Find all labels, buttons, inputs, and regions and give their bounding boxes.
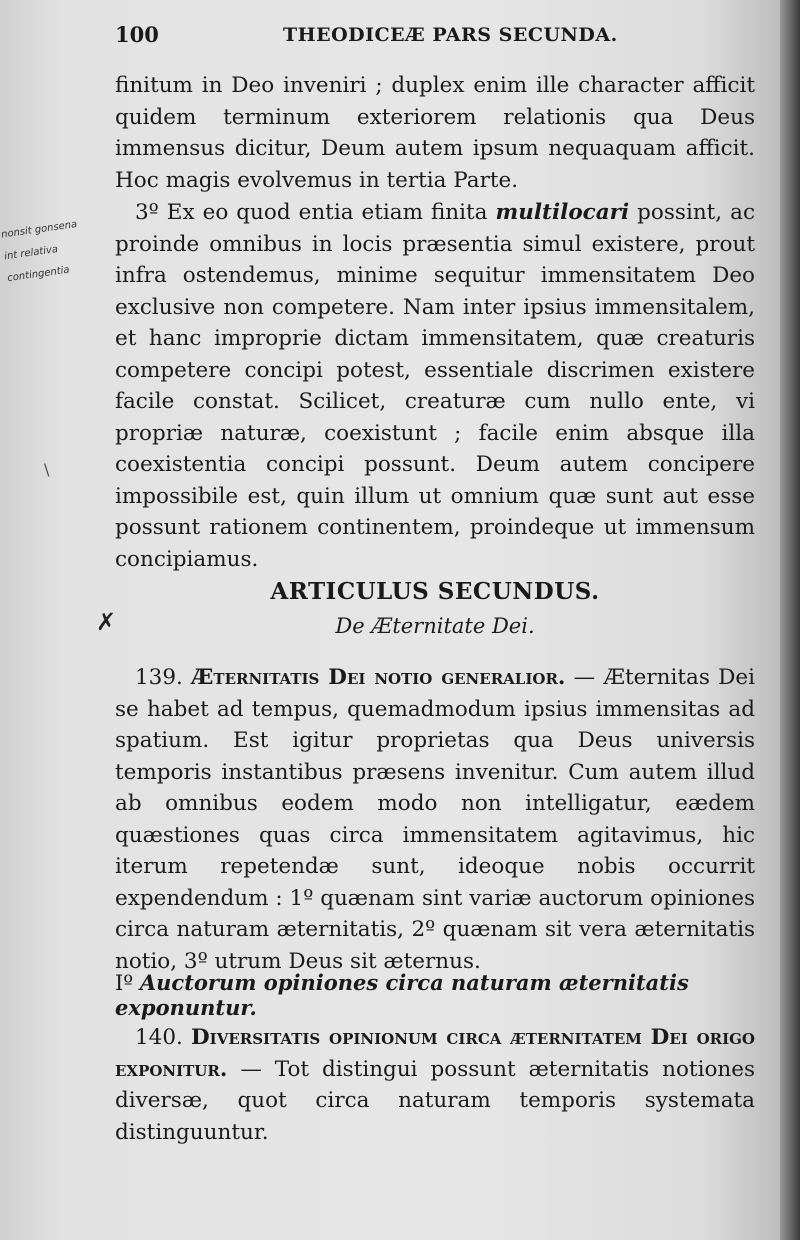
point-number: 3º xyxy=(135,200,159,225)
paragraph-text: finitum in Deo inveniri ; duplex enim ille character afficit quidem terminum exteriorem relationis qua Deus immensus dicitur, Deum autem ipsum nequaquam afficit. Hoc magis evolvemus in tertia Parte. xyxy=(115,73,755,193)
margin-note-line: contingentia xyxy=(6,264,71,285)
handwritten-margin-note xyxy=(0,212,100,290)
paragraph-title: Æternitatis Dei notio generalior. xyxy=(191,665,566,690)
paragraph-title: Diversitatis opinionum circa æternitatem Dei origo exponitur. xyxy=(115,1025,755,1082)
paragraph-text-a: Ex eo quod entia etiam finita xyxy=(158,200,496,225)
section-number: Iº xyxy=(115,971,134,995)
section-title: Auctorum opiniones circa naturam æternitatis exponuntur. xyxy=(115,970,689,1020)
italic-term: multilocari xyxy=(495,200,630,225)
paragraph-point-3 xyxy=(115,197,755,575)
binding-shadow xyxy=(780,0,800,1240)
margin-tick-mark: \ xyxy=(44,460,50,479)
margin-cross-mark: ✗ xyxy=(96,608,117,636)
paragraph-number: 140. xyxy=(135,1025,183,1050)
paragraph-continuation xyxy=(115,70,755,196)
section-heading-i xyxy=(115,970,775,1020)
margin-note-line: int relativa xyxy=(3,243,59,263)
paragraph-139 xyxy=(115,662,755,977)
page-number: 100 xyxy=(115,22,159,47)
paragraph-140 xyxy=(115,1022,755,1148)
article-heading: ARTICULUS SECUNDUS. xyxy=(270,578,600,605)
margin-note-line: nonsit gonsena xyxy=(0,219,78,241)
page-header xyxy=(115,22,755,52)
paragraph-text-b: possint, ac proinde omnibus in locis præsentia simul existere, prout infra ostendemus, minime sequitur immensitatem Deo exclusive non competere. Nam inter ipsius immensitalem, et hanc improprie dictam immensitatem, quæ creaturis competere concipi potest, essentiale discrimen existere facile constat. Scilicet, creaturæ cum nullo ente, vi propriæ naturæ, coexistunt ; facile enim absque illa coexistentia concipi possunt. Deum autem concipere impossibile est, quin illum ut omnium quæ sunt aut esse possunt rationem continentem, proindeque ut immensum concipiamus. xyxy=(115,200,756,572)
paragraph-body: — Æternitas Dei se habet ad tempus, quemadmodum ipsius immensitas ad spatium. Est igitur proprietas qua Deus universis temporis instantibus præsens invenitur. Cum autem illud ab omnibus eodem modo non intelligatur, eædem quæstiones quas circa immensitatem agitavimus, hic iterum repetendæ sunt, ideoque nobis occurrit expendendum : 1º quænam sint variæ auctorum opiniones circa naturam æternitatis, 2º quænam sit vera æternitatis notio, 3º utrum Deus sit æternus. xyxy=(115,665,755,974)
article-subheading: De Æternitate Dei. xyxy=(335,614,535,638)
paragraph-number: 139. xyxy=(135,665,183,690)
running-title: THEODICEÆ PARS SECUNDA. xyxy=(283,24,618,46)
paragraph-body: — Tot distingui possunt æternitatis notiones diversæ, quot circa naturam temporis systemata distinguuntur. xyxy=(115,1056,755,1145)
